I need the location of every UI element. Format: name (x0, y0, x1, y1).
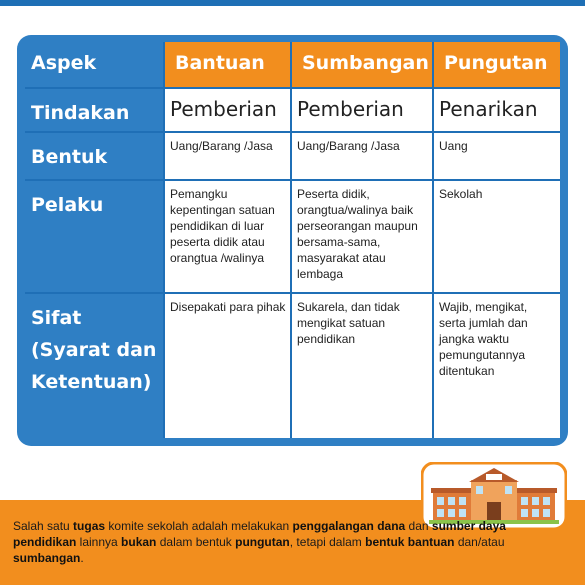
footer-text-segment: Salah satu (13, 519, 74, 533)
footer-text-segment: dalam bentuk (156, 535, 236, 549)
table-row (25, 88, 560, 132)
top-bar (0, 0, 585, 6)
table-cell: Disepakati para pihak (164, 293, 291, 438)
footer-emphasis: sumbangan (13, 551, 81, 565)
footer-emphasis: tugas (73, 519, 106, 533)
footer-emphasis: bentuk bantuan (365, 535, 455, 549)
table-cell: Pemberian (164, 88, 291, 132)
footer-emphasis: pungutan (235, 535, 290, 549)
table-cell: Uang/Barang /Jasa (164, 132, 291, 180)
table-cell: Penarikan (433, 88, 560, 132)
table-cell: Pemberian (291, 88, 433, 132)
table-row (25, 132, 560, 180)
table-cell: Pemangku kepentingan satuan pendidikan di luar peserta didik atau orangtua /walinya (164, 180, 291, 292)
table-cell: Uang/Barang /Jasa (291, 132, 433, 180)
footer-emphasis: bukan (121, 535, 157, 549)
table-cell: Sukarela, dan tidak mengikat satuan pendidikan (291, 293, 433, 438)
table-row (25, 180, 560, 292)
table-cell: Wajib, mengikat, serta jumlah dan jangka waktu pemungutannya ditentukan (433, 293, 560, 438)
comparison-table-frame (17, 35, 568, 446)
row-label-pelaku: Pelaku (25, 180, 164, 292)
footer-text-segment: . (80, 551, 84, 565)
header-aspek: Aspek (25, 42, 164, 88)
footer-text-segment: komite sekolah adalah melakukan (105, 519, 293, 533)
footer-emphasis: sumber daya pendidikan (13, 519, 506, 549)
row-label-bentuk: Bentuk (25, 132, 164, 180)
table-header-row (25, 42, 560, 88)
table-cell: Uang (433, 132, 560, 180)
footer-emphasis: penggalangan dana (292, 519, 406, 533)
footer-note (13, 518, 513, 566)
row-label-tindakan: Tindakan (25, 88, 164, 132)
header-sumbangan: Sumbangan (291, 42, 433, 88)
table-cell: Sekolah (433, 180, 560, 292)
table-cell: Peserta didik, orangtua/walinya baik perseorangan maupun bersama-sama, masyarakat atau lembaga (291, 180, 433, 292)
footer-text-segment: dan (405, 519, 432, 533)
row-label-sifat: Sifat (Syarat dan Ketentuan) (25, 293, 164, 438)
footer-text-segment: dan/atau (454, 535, 505, 549)
comparison-table (25, 42, 560, 438)
table-row (25, 293, 560, 438)
footer-text-segment: , tetapi dalam (289, 535, 366, 549)
header-pungutan: Pungutan (433, 42, 560, 88)
header-bantuan: Bantuan (164, 42, 291, 88)
footer-text-segment: lainnya (76, 535, 122, 549)
